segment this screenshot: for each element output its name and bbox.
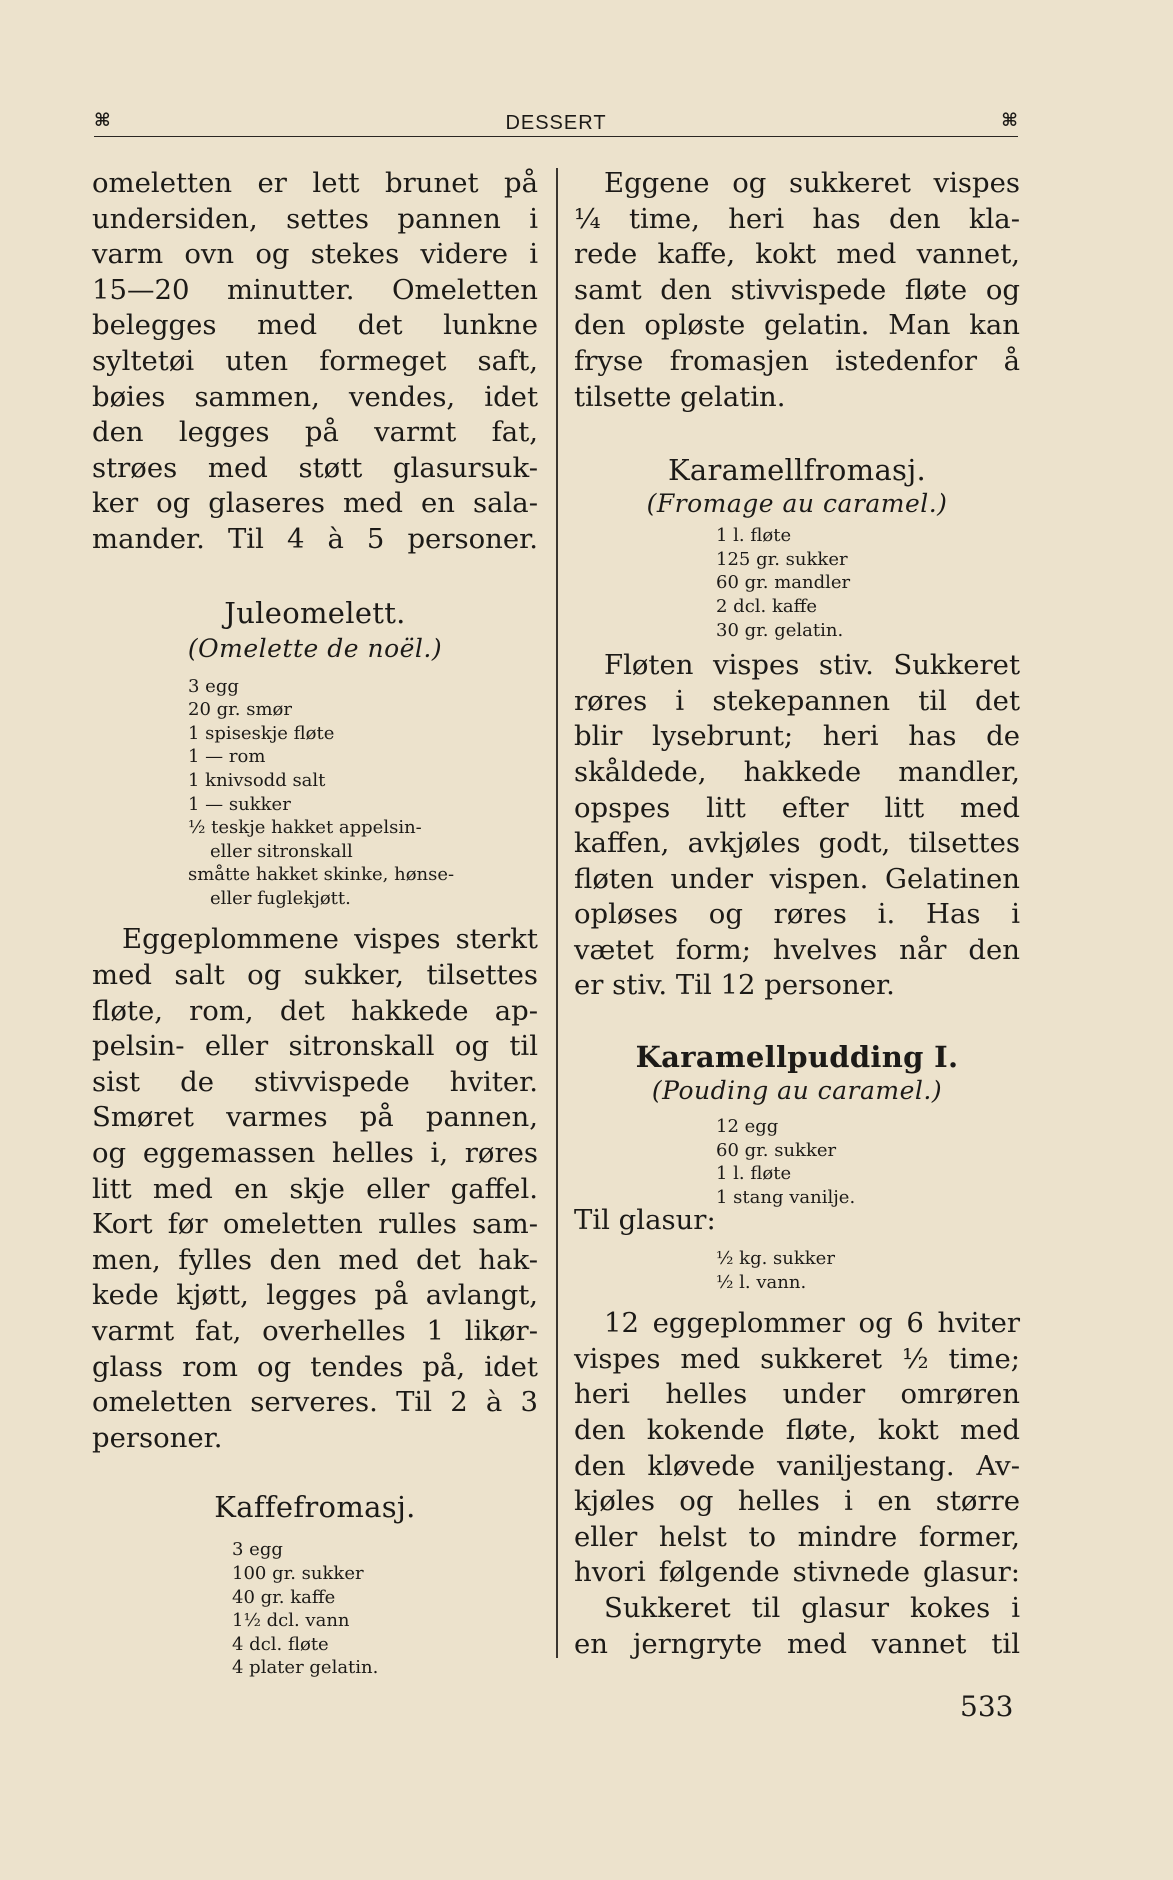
- ingredient: 3 egg: [232, 1539, 283, 1561]
- ingredient: 1 spiseskje fløte: [188, 722, 335, 744]
- ingredient: småtte hakket skinke, hønse-: [188, 864, 455, 886]
- ornament-right-icon: ⌘: [1001, 110, 1018, 131]
- ingredient: 4 dcl. fløte: [232, 1633, 329, 1655]
- paragraph-glasur-method: Sukkeret til glasur kokes i en jerngryte med vannet til: [574, 1591, 1020, 1660]
- right-column: [574, 166, 1020, 1662]
- recipe-subtitle-karamellpudding: (Pouding au caramel.): [651, 1076, 943, 1106]
- paragraph-kaffefromasj-method: Eggene og sukkeret vispes ¼ time, heri has den kla- rede kaffe, kokt med vannet, samt den stivvispede fløte og den opløste gelatin. Man kan fryse fromasjen istedenfor å tilsette gelatin.: [574, 167, 1020, 413]
- recipe-title-kaffefromasj: Kaffefromasj.: [214, 1490, 416, 1525]
- ingredient: 1 — rom: [188, 746, 266, 768]
- ingredient: 2 dcl. kaffe: [716, 595, 818, 617]
- section-title: DESSERT: [505, 112, 607, 134]
- page-number: 533: [960, 1690, 1014, 1723]
- ingredient: 30 gr. gelatin.: [716, 619, 844, 641]
- recipe-title-karamellfromasj: Karamellfromasj.: [667, 453, 927, 488]
- ingredient-list-karamellpudding: [716, 1115, 1020, 1209]
- ingredient: 4 plater gelatin.: [232, 1657, 379, 1679]
- ingredient: 60 gr. sukker: [716, 1139, 837, 1161]
- paragraph-omelette-end: omeletten er lett brunet på undersiden, settes pannen i varm ovn og stekes videre i 15—20 minutter. Omeletten belegges med det lunkne syltetøi uten formeget saft, bøies sammen, vendes, idet den legges på varmt fat, strøes med støtt glasursuk- ker og glaseres med en sala- mander. Til 4 à 5 personer.: [92, 167, 538, 555]
- ingredient: 1 l. fløte: [716, 525, 792, 547]
- left-column: [92, 166, 538, 1680]
- ingredient: eller fuglekjøtt.: [210, 887, 351, 909]
- ingredient: 40 gr. kaffe: [232, 1586, 336, 1608]
- paragraph-karamellfromasj-method: Fløten vispes stiv. Sukkeret røres i stekepannen til det blir lysebrunt; heri has de skåldede, hakkede mandler, opspes litt efter litt med kaffen, avkjøles godt, tilsettes fløten under vispen. Gelatinen opløses og røres i. Has i vætet form; hvelves når den er stiv. Til 12 personer.: [574, 649, 1020, 1002]
- column-divider: [556, 168, 558, 1658]
- running-header: [94, 104, 1018, 137]
- ingredient: 60 gr. mandler: [716, 572, 851, 594]
- ingredient: 1 — sukker: [188, 793, 291, 815]
- ingredient: 125 gr. sukker: [716, 548, 848, 570]
- ingredient-list-kaffefromasj: [232, 1538, 538, 1680]
- ingredient: ½ teskje hakket appelsin-: [188, 817, 422, 839]
- ingredient-list-karamellfromasj: [716, 524, 1020, 642]
- recipe-title-karamellpudding: Karamellpudding I.: [635, 1040, 959, 1075]
- ingredient: 100 gr. sukker: [232, 1562, 364, 1584]
- glasur-label: Til glasur:: [574, 1204, 716, 1237]
- paragraph-karamellpudding-method: 12 eggeplommer og 6 hviter vispes med sukkeret ½ time; heri helles under omrøren den kokende fløte, kokt med den kløvede vaniljestang. Av- kjøles og helles i en større eller helst to mindre former, hvori følgende stivnede glasur:: [574, 1307, 1020, 1589]
- ingredient: ½ kg. sukker: [716, 1248, 835, 1270]
- recipe-subtitle-karamellfromasj: (Fromage au caramel.): [646, 489, 948, 519]
- ingredient-list-juleomelett: [188, 675, 538, 911]
- paragraph-juleomelett-method: Eggeplommene vispes sterkt med salt og sukker, tilsettes fløte, rom, det hakkede ap- pelsin- eller sitronskall og til sist de stivvispede hviter. Smøret varmes på pannen, og eggemassen helles i, røres litt med en skje eller gaffel. Kort før omeletten rulles sam- men, fylles den med det hak- kede kjøtt, legges på avlangt, varmt fat, overhelles 1 likør- glass rom og tendes på, idet omeletten serveres. Til 2 à 3 personer.: [92, 923, 538, 1454]
- ingredient: 1 l. fløte: [716, 1163, 792, 1185]
- ingredient: 1 knivsodd salt: [188, 769, 326, 791]
- recipe-subtitle-juleomelett: (Omelette de noël.): [187, 633, 443, 663]
- ingredient: eller sitronskall: [210, 840, 353, 862]
- ingredient: 3 egg: [188, 675, 239, 697]
- ingredient: 12 egg: [716, 1116, 779, 1138]
- ingredient: 20 gr. smør: [188, 699, 292, 721]
- ingredient-list-glasur: [716, 1247, 1020, 1294]
- recipe-title-juleomelett: Juleomelett.: [224, 595, 406, 630]
- ingredient: ½ l. vann.: [716, 1271, 807, 1293]
- ingredient: 1½ dcl. vann: [232, 1610, 350, 1632]
- ornament-left-icon: ⌘: [94, 110, 111, 131]
- ingredient: 1 stang vanilje.: [716, 1186, 856, 1208]
